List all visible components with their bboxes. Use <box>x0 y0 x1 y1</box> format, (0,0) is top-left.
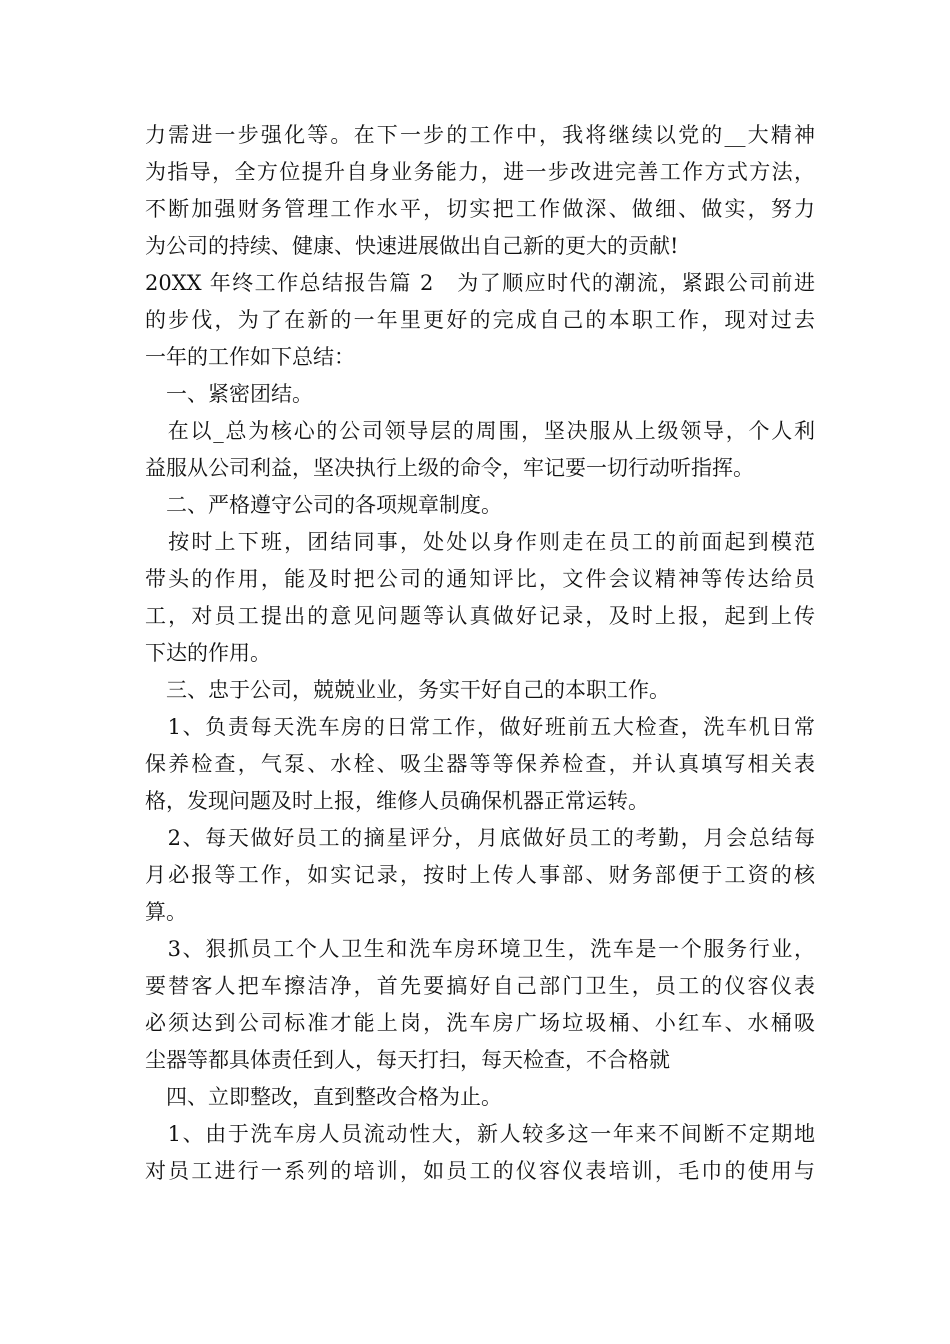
text-line-3: 不断加强财务管理工作水平，切实把工作做深、做细、做实，努力 <box>145 197 815 221</box>
text-line-15: 下达的作用。 <box>145 641 271 665</box>
text-line-14: 工，对员工提出的意见问题等认真做好记录，及时上报，起到上传 <box>145 604 815 628</box>
text-line-2: 为指导，全方位提升自身业务能力，进一步改进完善工作方式方法， <box>145 160 815 184</box>
text-line-12: 按时上下班，团结同事，处处以身作则走在员工的前面起到模范 <box>145 530 815 554</box>
section-heading-report-2: 20XX 年终工作总结报告篇 2 为了顺应时代的潮流，紧跟公司前进 <box>145 271 815 295</box>
text-line-29: 对员工进行一系列的培训，如员工的仪容仪表培训，毛巾的使用与 <box>145 1159 815 1183</box>
subheading-2: 二、严格遵守公司的各项规章制度。 <box>145 493 502 517</box>
text-line-22: 算。 <box>145 900 187 924</box>
text-line-4: 为公司的持续、健康、快速进展做出自己新的更大的贡献! <box>145 234 679 258</box>
subheading-3: 三、忠于公司，兢兢业业，务实干好自己的本职工作。 <box>145 678 670 702</box>
text-line-1: 力需进一步强化等。在下一步的工作中，我将继续以党的__大精神 <box>145 123 815 147</box>
text-line-24: 要替客人把车擦洁净，首先要搞好自己部门卫生，员工的仪容仪表 <box>145 974 815 998</box>
document-body <box>145 117 815 1190</box>
text-line-20: 2、每天做好员工的摘星评分，月底做好员工的考勤，月会总结每 <box>145 826 815 850</box>
text-line-25: 必须达到公司标准才能上岗，洗车房广场垃圾桶、小红车、水桶吸 <box>145 1011 815 1035</box>
text-line-23: 3、狠抓员工个人卫生和洗车房环境卫生，洗车是一个服务行业， <box>145 937 815 961</box>
subheading-1: 一、紧密团结。 <box>145 382 313 406</box>
text-line-7: 一年的工作如下总结： <box>145 345 355 369</box>
text-line-17: 1、负责每天洗车房的日常工作，做好班前五大检查，洗车机日常 <box>145 715 815 739</box>
text-line-9: 在以_总为核心的公司领导层的周围，坚决服从上级领导，个人利 <box>145 419 815 443</box>
subheading-4: 四、立即整改，直到整改合格为止。 <box>145 1085 502 1109</box>
text-line-10: 益服从公司利益，坚决执行上级的命令，牢记要一切行动听指挥。 <box>145 456 754 480</box>
text-line-13: 带头的作用，能及时把公司的通知评比，文件会议精神等传达给员 <box>145 567 815 591</box>
text-line-21: 月必报等工作，如实记录，按时上传人事部、财务部便于工资的核 <box>145 863 815 887</box>
text-line-28: 1、由于洗车房人员流动性大，新人较多这一年来不间断不定期地 <box>145 1122 815 1146</box>
text-line-18: 保养检查，气泵、水栓、吸尘器等等保养检查，并认真填写相关表 <box>145 752 815 776</box>
text-line-19: 格，发现问题及时上报，维修人员确保机器正常运转。 <box>145 789 649 813</box>
text-line-26: 尘器等都具体责任到人，每天打扫，每天检查，不合格就 <box>145 1048 670 1072</box>
text-line-6: 的步伐，为了在新的一年里更好的完成自己的本职工作，现对过去 <box>145 308 815 332</box>
